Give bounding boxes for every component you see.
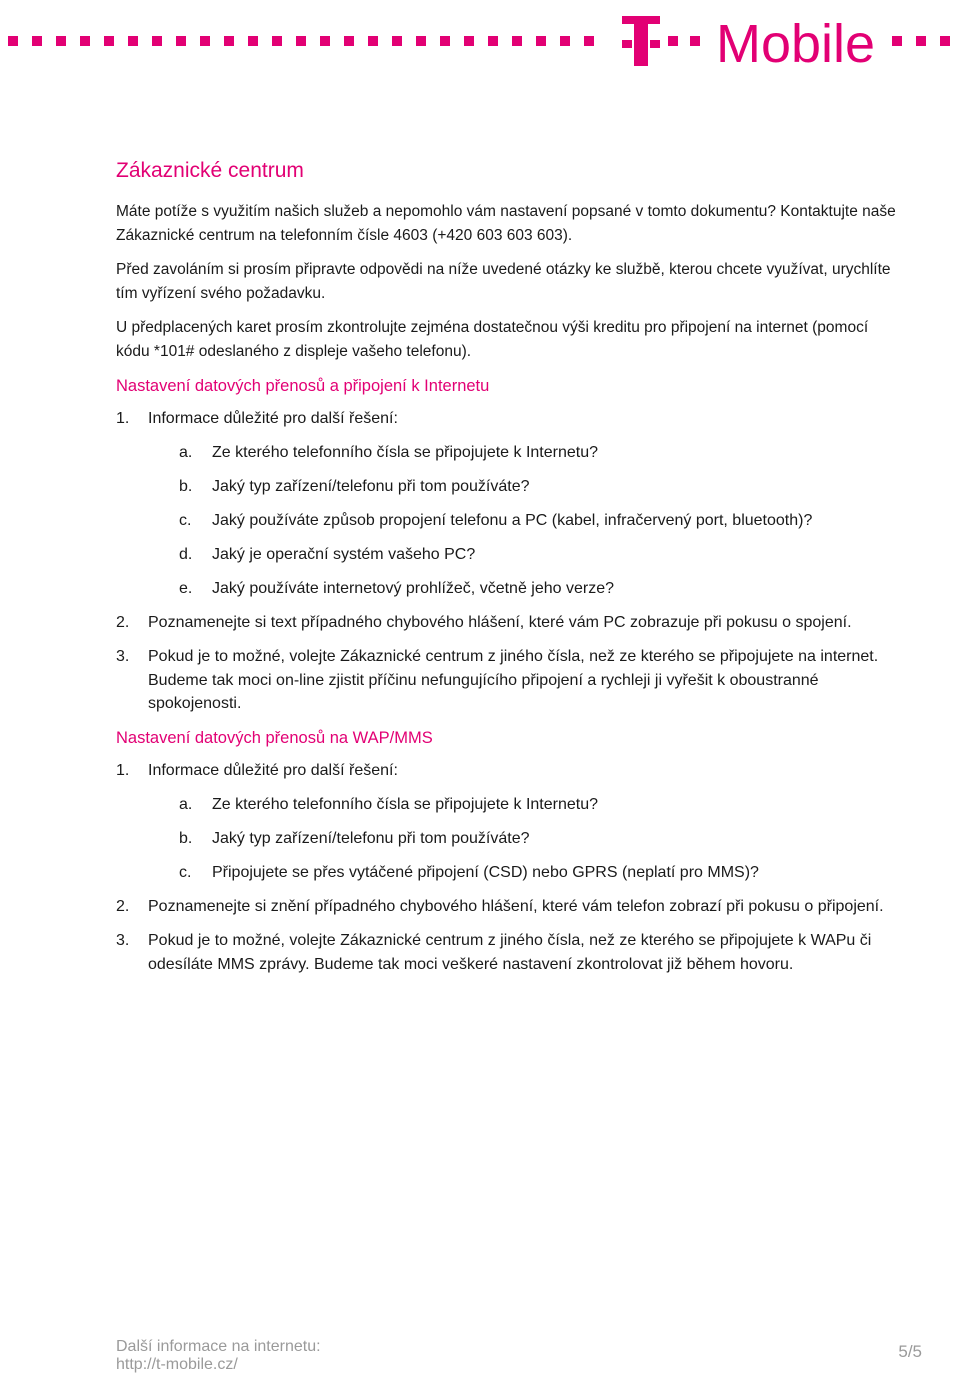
brand-dot xyxy=(584,36,594,46)
sub-list-item xyxy=(116,509,906,533)
list-text: Pokud je to možné, volejte Zákaznické centrum z jiného čísla, než ze kterého se připojujete k WAPu či odesíláte MMS zprávy. Budeme tak moci veškeré nastavení zkontrolovat již během hovoru. xyxy=(148,932,872,973)
intro-paragraph-1: Máte potíže s využitím našich služeb a nepomohlo vám nastavení popsané v tomto dokumentu? Kontaktujte naše Zákaznické centrum na telefonním čísle 4603 (+420 603 603 603). xyxy=(116,203,896,244)
internet-heading: Nastavení datových přenosů a připojení k Internetu xyxy=(116,377,490,395)
list-item xyxy=(116,407,906,431)
list-text: Pokud je to možné, volejte Zákaznické centrum z jiného čísla, než ze kterého se připojujete na internet. Budeme tak moci on-line zjistit příčinu nefungujícího připojení a rychleji ji vyřešit k oboustranné spokojenosti. xyxy=(148,648,879,712)
main-content xyxy=(116,156,906,987)
sub-list-item xyxy=(116,475,906,499)
brand-dot xyxy=(344,36,354,46)
brand-dot xyxy=(8,36,18,46)
list-number: 2. xyxy=(116,614,130,631)
brand-dot xyxy=(892,36,902,46)
brand-logo-text: Mobile xyxy=(716,14,876,70)
brand-dot xyxy=(248,36,258,46)
brand-dot xyxy=(512,36,522,46)
sub-list-item xyxy=(116,577,906,601)
brand-dot xyxy=(440,36,450,46)
brand-dot xyxy=(32,36,42,46)
sub-list-letter: c. xyxy=(179,512,192,529)
brand-dot xyxy=(488,36,498,46)
brand-dot xyxy=(916,36,926,46)
brand-dot xyxy=(296,36,306,46)
list-number: 1. xyxy=(116,762,130,779)
sub-list-letter: e. xyxy=(179,580,193,597)
wap-heading: Nastavení datových přenosů na WAP/MMS xyxy=(116,729,433,747)
sub-list-text: Jaký je operační systém vašeho PC? xyxy=(212,546,476,563)
brand-dot xyxy=(464,36,474,46)
brand-dot xyxy=(104,36,114,46)
sub-list-letter: b. xyxy=(179,478,193,495)
sub-list-letter: c. xyxy=(179,864,192,881)
brand-dot xyxy=(176,36,186,46)
brand-dot xyxy=(940,36,950,46)
sub-list-letter: a. xyxy=(179,796,193,813)
intro-paragraph-2: Před zavoláním si prosím připravte odpovědi na níže uvedené otázky ke službě, kterou chcete využívat, urychlíte tím vyřízení svého požadavku. xyxy=(116,261,891,302)
list-number: 3. xyxy=(116,648,130,665)
list-text: Informace důležité pro další řešení: xyxy=(148,762,398,779)
sub-list-item xyxy=(116,441,906,465)
t-mobile-logo xyxy=(0,10,960,70)
sub-list-letter: b. xyxy=(179,830,193,847)
page-footer xyxy=(116,1338,926,1374)
list-item xyxy=(116,895,906,919)
brand-dot xyxy=(128,36,138,46)
brand-dot xyxy=(200,36,210,46)
list-number: 2. xyxy=(116,898,130,915)
brand-dot xyxy=(152,36,162,46)
list-text: Informace důležité pro další řešení: xyxy=(148,410,398,427)
footer-url-link[interactable]: http://t-mobile.cz/ xyxy=(116,1356,238,1373)
sub-list-letter: a. xyxy=(179,444,193,461)
list-text: Poznamenejte si text případného chybového hlášení, které vám PC zobrazuje při pokusu o spojení. xyxy=(148,614,852,631)
brand-dot xyxy=(320,36,330,46)
list-text: Poznamenejte si znění případného chybového hlášení, které vám telefon zobrazí při pokusu o připojení. xyxy=(148,898,884,915)
brand-dots-left xyxy=(8,36,594,46)
list-item xyxy=(116,645,906,716)
brand-dot xyxy=(536,36,546,46)
section-title: Zákaznické centrum xyxy=(116,159,304,182)
list-item xyxy=(116,759,906,783)
brand-header xyxy=(0,10,960,70)
brand-dot xyxy=(80,36,90,46)
sub-list-text: Jaký používáte způsob propojení telefonu a PC (kabel, infračervený port, bluetooth)? xyxy=(212,512,813,529)
brand-dot xyxy=(272,36,282,46)
sub-list-text: Jaký používáte internetový prohlížeč, včetně jeho verze? xyxy=(212,580,614,597)
page-number: 5/5 xyxy=(898,1342,922,1361)
footer-label: Další informace na internetu: xyxy=(116,1338,321,1355)
sub-list-item xyxy=(116,793,906,817)
brand-dots-right xyxy=(892,36,950,46)
t-logo-mark xyxy=(622,16,660,66)
sub-list-item xyxy=(116,543,906,567)
list-number: 1. xyxy=(116,410,130,427)
sub-list-text: Ze kterého telefonního čísla se připojujete k Internetu? xyxy=(212,796,599,813)
intro-paragraph-3: U předplacených karet prosím zkontrolujte zejména dostatečnou výši kreditu pro připojení na internet (pomocí kódu *101# odeslaného z displeje vašeho telefonu). xyxy=(116,319,869,360)
sub-list-item xyxy=(116,827,906,851)
list-item xyxy=(116,611,906,635)
brand-dot xyxy=(56,36,66,46)
brand-dots-middle xyxy=(668,36,700,46)
sub-list-text: Ze kterého telefonního čísla se připojujete k Internetu? xyxy=(212,444,599,461)
brand-dot xyxy=(392,36,402,46)
brand-dot xyxy=(224,36,234,46)
sub-list-text: Jaký typ zařízení/telefonu při tom používáte? xyxy=(212,830,530,847)
list-item xyxy=(116,929,906,976)
brand-dot xyxy=(416,36,426,46)
brand-dot xyxy=(560,36,570,46)
sub-list-text: Připojujete se přes vytáčené připojení (CSD) nebo GPRS (neplatí pro MMS)? xyxy=(212,864,759,881)
sub-list-item xyxy=(116,861,906,885)
sub-list-text: Jaký typ zařízení/telefonu při tom používáte? xyxy=(212,478,530,495)
brand-dot xyxy=(668,36,678,46)
sub-list-letter: d. xyxy=(179,546,193,563)
brand-dot xyxy=(690,36,700,46)
brand-dot xyxy=(368,36,378,46)
list-number: 3. xyxy=(116,932,130,949)
